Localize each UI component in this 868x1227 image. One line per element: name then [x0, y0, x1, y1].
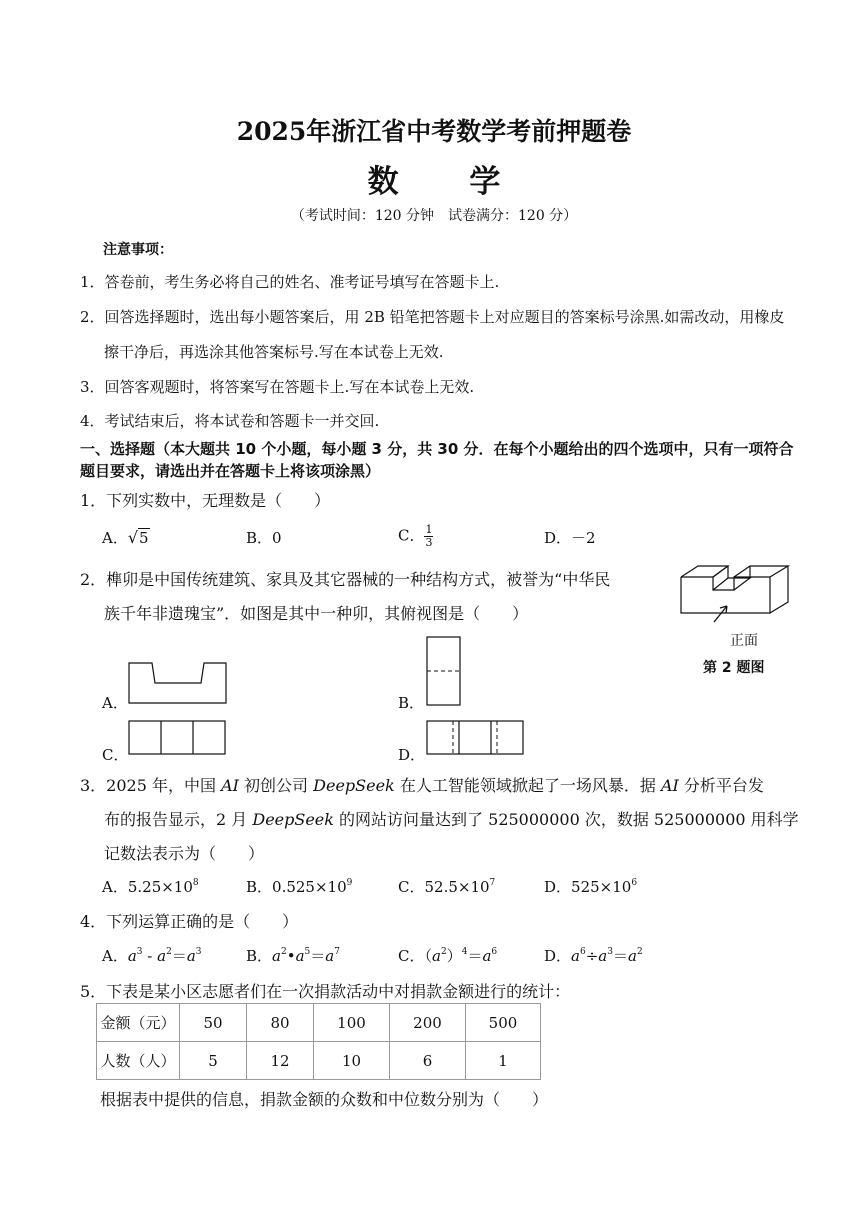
q3-ai-term: AI: [221, 776, 239, 795]
q3-option-c: [398, 876, 495, 897]
q1-option-c: [398, 524, 433, 549]
q3-text: 在人工智能领域掀起了一场风暴．据: [394, 776, 661, 795]
q4-option-d: D．$a^6\div a^3=a^2$: [544, 947, 643, 965]
table-row: [97, 1042, 541, 1080]
q2-line1: 2．榫卯是中国传统建筑、家具及其它器械的一种结构方式，被誉为“中华民: [80, 570, 611, 589]
fraction-numerator: 1: [425, 523, 433, 536]
q1-option-b: B．0: [246, 529, 282, 547]
notice-heading: 注意事项：: [103, 242, 173, 258]
q1-option-d: D．－2: [544, 529, 596, 547]
q4-c-label: C．: [398, 947, 425, 965]
tenon-mortise-3d-figure: [678, 560, 794, 640]
donation-table: [96, 1003, 541, 1080]
q4-option-c: C．$(a^2)^4=a^6$: [398, 947, 498, 965]
q4-stem: 4．下列运算正确的是（ ）: [80, 912, 299, 931]
q3-deepseek-term: DeepSeek: [252, 810, 334, 829]
q1-option-a-label: A．: [102, 529, 128, 547]
q3-line2: [104, 807, 799, 830]
q3-text: 的网站访问量达到了 525000000 次，数据 525000000 用科学: [333, 810, 799, 829]
q3-b-base: B．0.525×10: [246, 878, 347, 896]
q2-option-c-label: C．: [102, 746, 129, 764]
q3-deepseek-term: DeepSeek: [313, 776, 395, 795]
q2-option-c-figure: [128, 720, 228, 756]
table-cell: 1: [466, 1042, 541, 1080]
fraction-denominator: 3: [425, 536, 433, 549]
q4-a-label: A．: [102, 947, 128, 965]
table-cell: 200: [390, 1004, 466, 1042]
section-heading-line1: 一、选择题（本大题共 10 个小题，每小题 3 分，共 30 分．在每个小题给出的四个选项中，只有一项符合: [80, 440, 794, 458]
q1-option-a: [102, 527, 150, 548]
table-cell: 金额（元）: [97, 1004, 180, 1042]
q3-line1: [80, 773, 764, 796]
q3-option-a: [102, 876, 199, 897]
q3-a-base: A．5.25×10: [102, 878, 193, 896]
q1-stem: 1．下列实数中，无理数是（ ）: [80, 491, 331, 510]
notice-item-3: 3．回答客观题时，将答案写在答题卡上.写在本试卷上无效.: [80, 378, 475, 396]
exam-title: 2025年浙江省中考数学考前押题卷: [236, 117, 632, 146]
notice-item-2-cont: 擦干净后，再选涂其他答案标号.写在本试卷上无效.: [104, 343, 444, 361]
table-cell: 80: [247, 1004, 314, 1042]
table-cell: 50: [180, 1004, 247, 1042]
q2-option-b-figure: [426, 636, 462, 706]
q3-ai-term: AI: [660, 776, 679, 795]
notice-item-2: 2．回答选择题时，选出每小题答案后，用 2B 铅笔把答题卡上对应题目的答案标号涂黑.如需改动，用橡皮: [80, 308, 785, 326]
q3-option-b: [246, 876, 352, 897]
q3-option-d: [544, 876, 637, 897]
figure-caption: 第 2 题图: [703, 660, 765, 676]
q3-c-base: C．52.5×10: [398, 878, 490, 896]
q2-option-d-label: D．: [398, 746, 426, 764]
q4-option-b: B．$a^2•a^5=a^7$: [246, 947, 340, 965]
q2-option-d-figure: [426, 720, 526, 756]
q5-stem: 5．下表是某小区志愿者们在一次捐款活动中对捐款金额进行的统计：: [80, 982, 571, 1001]
fraction: [424, 524, 433, 549]
table-cell: 10: [314, 1042, 390, 1080]
q1-radicand: 5: [139, 529, 149, 547]
q4-b-label: B．: [246, 947, 273, 965]
table-cell: 100: [314, 1004, 390, 1042]
q4-option-a: A．$a^3 - a^2=a^3$: [102, 947, 202, 965]
q3-d-exponent: 6: [631, 878, 638, 888]
q3-text: 分析平台发: [678, 776, 764, 795]
q2-line2: 族千年非遗瑰宝”．如图是其中一种卯，其俯视图是（ ）: [104, 604, 529, 623]
notice-item-4: 4．考试结束后，将本试卷和答题卡一并交回.: [80, 412, 380, 430]
q3-text: 布的报告显示，2 月: [104, 810, 253, 829]
q3-text: 初创公司: [238, 776, 314, 795]
q1-option-c-label: C．: [398, 526, 425, 545]
notice-item-1: 1．答卷前，考生务必将自己的姓名、准考证号填写在答题卡上.: [80, 273, 500, 291]
q3-c-exponent: 7: [489, 878, 496, 888]
q3-text: 3．2025 年，中国: [80, 776, 222, 795]
q4-d-label: D．: [544, 947, 572, 965]
table-cell: 500: [466, 1004, 541, 1042]
q3-b-exponent: 9: [346, 878, 353, 888]
q3-line3: 记数法表示为（ ）: [104, 844, 265, 863]
table-cell: 12: [247, 1042, 314, 1080]
table-row: [97, 1004, 541, 1042]
table-cell: 5: [180, 1042, 247, 1080]
subject-heading: 数 学: [367, 164, 531, 200]
q2-option-a-label: A．: [102, 694, 128, 712]
q3-a-exponent: 8: [192, 878, 199, 888]
q3-d-base: D．525×10: [544, 878, 632, 896]
table-cell: 人数（人）: [97, 1042, 180, 1080]
q2-option-b-label: B．: [398, 694, 425, 712]
q5-question: 根据表中提供的信息，捐款金额的众数和中位数分别为（ ）: [100, 1090, 549, 1109]
table-cell: 6: [390, 1042, 466, 1080]
sqrt-symbol: √5: [127, 528, 149, 547]
q2-option-a-figure: [128, 662, 228, 704]
exam-info: （考试时间：120 分钟 试卷满分：120 分）: [290, 208, 578, 224]
front-label: 正面: [730, 633, 758, 649]
section-heading-line2: 题目要求，请选出并在答题卡上将该项涂黑）: [80, 462, 381, 480]
